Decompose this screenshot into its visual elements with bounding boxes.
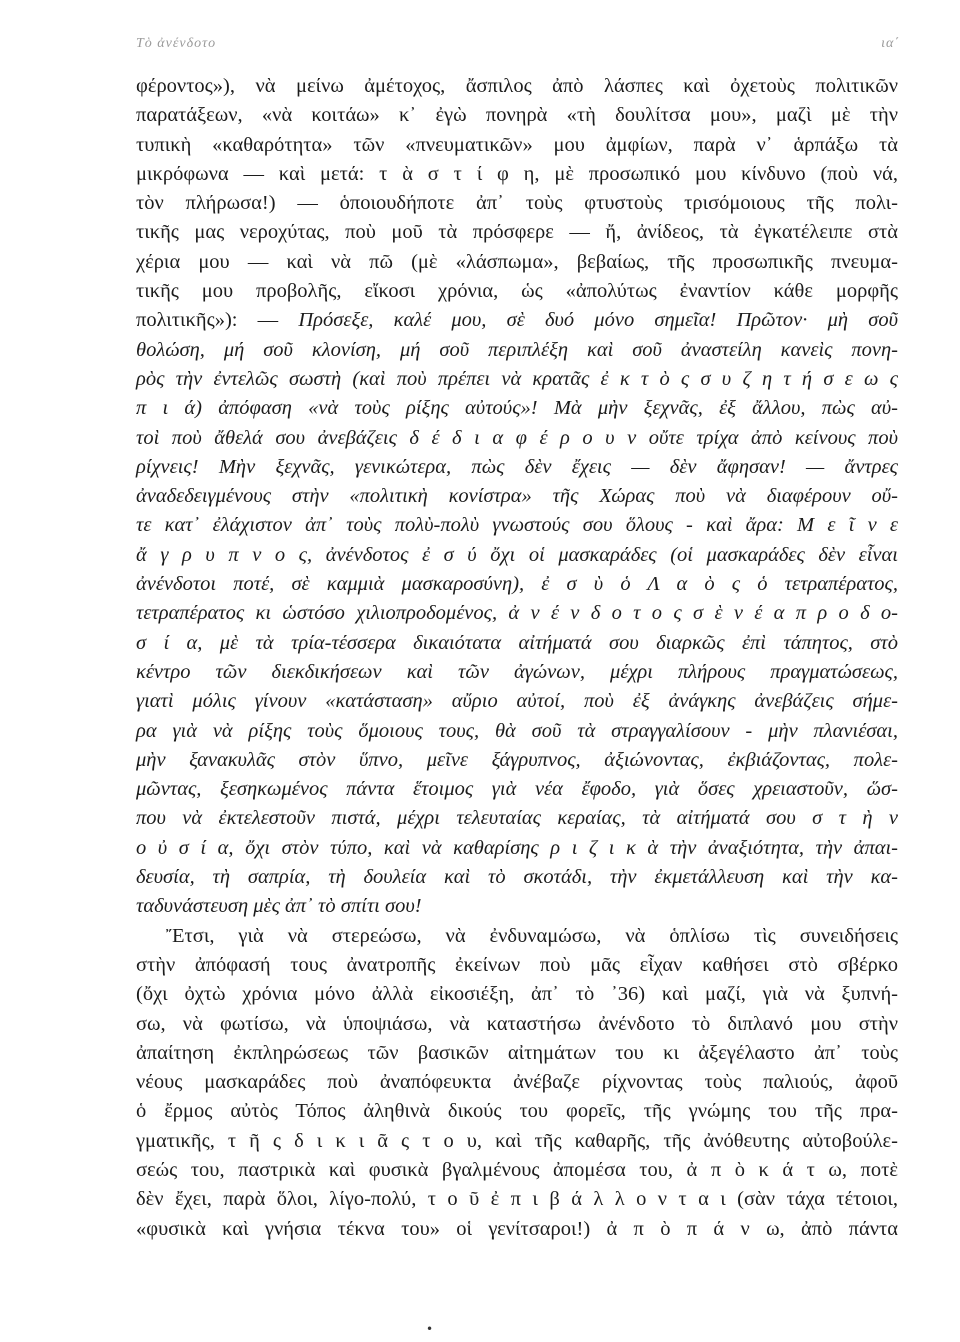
text-line: τὸν πλήρωσα!) — ὁποιουδήποτε ἀπ᾿ τοὺς φτυστοὺς τρισόμοιους τῆς πολι-: [136, 192, 898, 215]
text-line: τικῆς μας νεροχύτας, ποὺ μοῦ τὰ πρόσφερε — ἤ, ἀνίδεος, τὰ ἐγκατέλειπε στὰ: [136, 221, 898, 244]
text-line: στὴν ἀπόφασή τους ἀνατροπῆς ἐκείνων ποὺ μᾶς εἶχαν καθήσει στὸ σβέρκο: [136, 953, 898, 976]
page-number: ια΄: [881, 36, 900, 51]
text-line: χέρια μου — καὶ νὰ πῶ (μὲ «λάσπωμα», βεβαίως, τῆς προσωπικῆς πνευμα-: [136, 250, 898, 273]
running-header: [136, 36, 900, 52]
text-line: Ἔτσι, γιὰ νὰ στερεώσω, νὰ ἐνδυναμώσω, νὰ ὁπλίσω τὶς συνειδήσεις: [166, 924, 898, 947]
text-line: δὲν ἔχει, παρὰ ὅλοι, λίγο-πολύ, τ ο ῦ ἐ π ι β ά λ λ ο ν τ α ι (σὰν τάχα τέτοιοι,: [136, 1188, 898, 1211]
text-line: (ὄχι ὀχτὼ χρόνια μόνο ἀλλὰ εἰκοσιέξη, ἀπ᾿ τὸ ᾿36) καὶ μαζί, γιὰ νὰ ξυπνή-: [136, 983, 898, 1006]
text-line: ἀναδεδειγμένους στὴν «πολιτικὴ κονίστρα» τῆς Χώρας ποὺ νὰ διαφέρουν οὔ-: [136, 485, 898, 508]
text-line: θολώση, μή σοῦ κλονίση, μή σοῦ περιπλέξη καὶ σοῦ ἀναστείλη κανεὶς πονη-: [136, 338, 898, 361]
text-line: ἀπαίτηση ἐκπληρώσεως τῶν βασικῶν αἰτημάτων του κι ἀξεγέλαστο ἀπ᾿ τοὺς: [136, 1041, 898, 1064]
body-text: [136, 72, 898, 1244]
text-line: τυπικὴ «καθαρότητα» τῶν «πνευματικῶν» μου ἀμφίων, παρὰ ν᾿ ἁρπάξω τὰ: [136, 133, 898, 156]
text-line: σεώς του, παστρικὰ καὶ φυσικὰ βγαλμένους ἀπομέσα του, ἀ π ὸ κ ά τ ω, ποτὲ: [136, 1158, 898, 1181]
text-line: τοὶ ποὺ ἄθελά σου ἀνεβάζεις δ έ δ ι α φ έ ρ ο υ ν οὔτε τρίχα ἀπὸ κείνους ποὺ: [136, 426, 898, 449]
text-line: πολιτικῆς»): — Πρόσεξε, καλέ μου, σὲ δυό μόνο σημεῖα! Πρῶτον· μὴ σοῦ: [136, 309, 898, 332]
text-line: τε κατ᾿ ἐλάχιστον ἀπ᾿ τοὺς πολὺ-πολὺ γνωστούς σου ὅλους - καὶ ἄρα: Μ ε ῖ ν ε: [136, 514, 898, 537]
text-line: φέροντος»), νὰ μείνω ἀμέτοχος, ἄσπιλος ἀπὸ λάσπες καὶ ὀχετοὺς πολιτικῶν: [136, 75, 898, 97]
text-line: ἄ γ ρ υ π ν ο ς, ἀνένδοτος ἐ σ ύ ὄχι οἱ μασκαράδες (οἱ μασκαράδες δὲν εἶναι: [136, 543, 898, 566]
text-line: τετραπέρατος κι ὡστόσο χιλιοπροδομένος, ἀ ν έ ν δ ο τ ο ς σ ὲ ν έ α π ρ ο δ ο-: [136, 602, 898, 625]
text-line: ταδυνάστευση μὲς ἀπ᾿ τὸ σπίτι σου!: [136, 895, 422, 918]
text-line: νέους μασκαράδες ποὺ ἀναπόφευκτα ἀνέβαζε ρίχνοντας τοὺς παλιούς, ἀφοῦ: [136, 1071, 898, 1094]
text-line: σω, νὰ φωτίσω, νὰ ὑποψιάσω, νὰ καταστήσω ἀνένδοτο τὸ διπλανό μου στὴν: [136, 1012, 898, 1035]
text-line: τικῆς μου προβολῆς, εἴκοσι χρόνια, ὡς «ἀπολύτως ἐναντίον κάθε μορφῆς: [136, 280, 898, 303]
text-line: παρατάξεων, «νὰ κοιτάω» κ᾿ ἐγὼ πονηρὰ «τὴ δουλίτσα μου», μαζὶ μὲ τὴν: [136, 104, 898, 127]
text-line: μικρόφωνα — καὶ μετά: τ ὰ σ τ ί φ η, μὲ προσωπικό μου κίνδυνο (ποὺ νά,: [136, 162, 898, 185]
text-line: κέντρο τῶν διεκδικήσεων καὶ τῶν ἀγώνων, μέχρι πλήρους πραγματώσεως,: [136, 660, 898, 683]
folio-mark: •: [426, 1322, 434, 1336]
text-line: π ι ά) ἀπόφαση «νὰ τοὺς ρίξης αὐτούς»! Μὰ μὴν ξεχνᾶς, ἐξ ἄλλου, πὼς αὐ-: [136, 397, 898, 420]
text-line: ἀνένδοτοι ποτέ, σὲ καμμιὰ μασκαροσύνη), ἐ σ ὺ ὁ Λ α ὸ ς ὁ τετραπέρατος,: [136, 573, 898, 596]
text-line: σ ί α, μὲ τὰ τρία-τέσσερα δικαιότατα αἰτήματά σου διαρκῶς ἐπὶ τάπητος, στὸ: [136, 631, 898, 654]
text-line: ο ὐ σ ί α, ὄχι στὸν τύπο, καὶ νὰ καθαρίσης ρ ι ζ ι κ ὰ τὴν ἀναξιότητα, τὴν ἀπαι-: [136, 836, 898, 859]
running-title: Τὸ ἀνένδοτο: [136, 36, 217, 51]
text-line: γματικῆς, τ ῆ ς δ ι κ ι ᾶ ς τ ο υ, καὶ τῆς καθαρῆς, τῆς ἀνόθευτης αὐτοβούλε-: [136, 1129, 898, 1152]
text-line: που νὰ ἐκτελεστοῦν πιστά, μέχρι τελευταίας κεραίας, τὰ αἰτήματά σου σ τ ὴ ν: [136, 807, 898, 830]
text-line: μὴν ξανακυλᾶς στὸν ὕπνο, μεῖνε ξάγρυπνος, ἀξιώνοντας, ἐκβιάζοντας, πολε-: [136, 748, 898, 771]
text-line: ρὸς τὴν ἐντελῶς σωστὴ (καὶ ποὺ πρέπει νὰ κρατᾶς ἐ κ τ ὸ ς σ υ ζ η τ ή σ ε ω ς: [136, 367, 898, 390]
text-line: «φυσικὰ καὶ γνήσια τέκνα του» οἱ γενίτσαροι!) ἀ π ὸ π ά ν ω, ἀπὸ πάντα: [136, 1217, 898, 1240]
text-line: γιατὶ μόλις γίνουν «κατάσταση» αὔριο αὐτοί, ποὺ ἐξ ἀνάγκης ἀνεβάζεις σήμε-: [136, 690, 898, 713]
text-line: μῶντας, ξεσηκωμένος πάντα ἕτοιμος γιὰ νέα ἔφοδο, γιὰ ὅσες χρειαστοῦν, ὥσ-: [136, 778, 898, 801]
text-line: ρίχνεις! Μὴν ξεχνᾶς, γενικώτερα, πὼς δὲν ἔχεις — δὲν ἄφησαν! — ἄντρες: [136, 455, 898, 478]
text-line: ὁ ἔρμος αὐτὸς Τόπος ἀληθινὰ δικούς του φορεῖς, τῆς γνώμης του τῆς πρα-: [136, 1100, 898, 1123]
text-line: ρα γιὰ νὰ ρίξης τοὺς ὅμοιους τους, θὰ σοῦ τὰ στραγγαλίσουν - μὴν πλανιέσαι,: [136, 719, 898, 742]
text-line: δευσία, τὴ σαπρία, τὴ δουλεία καὶ τὸ σκοτάδι, τὴν ἐκμετάλλευση καὶ τὴν κα-: [136, 866, 898, 889]
